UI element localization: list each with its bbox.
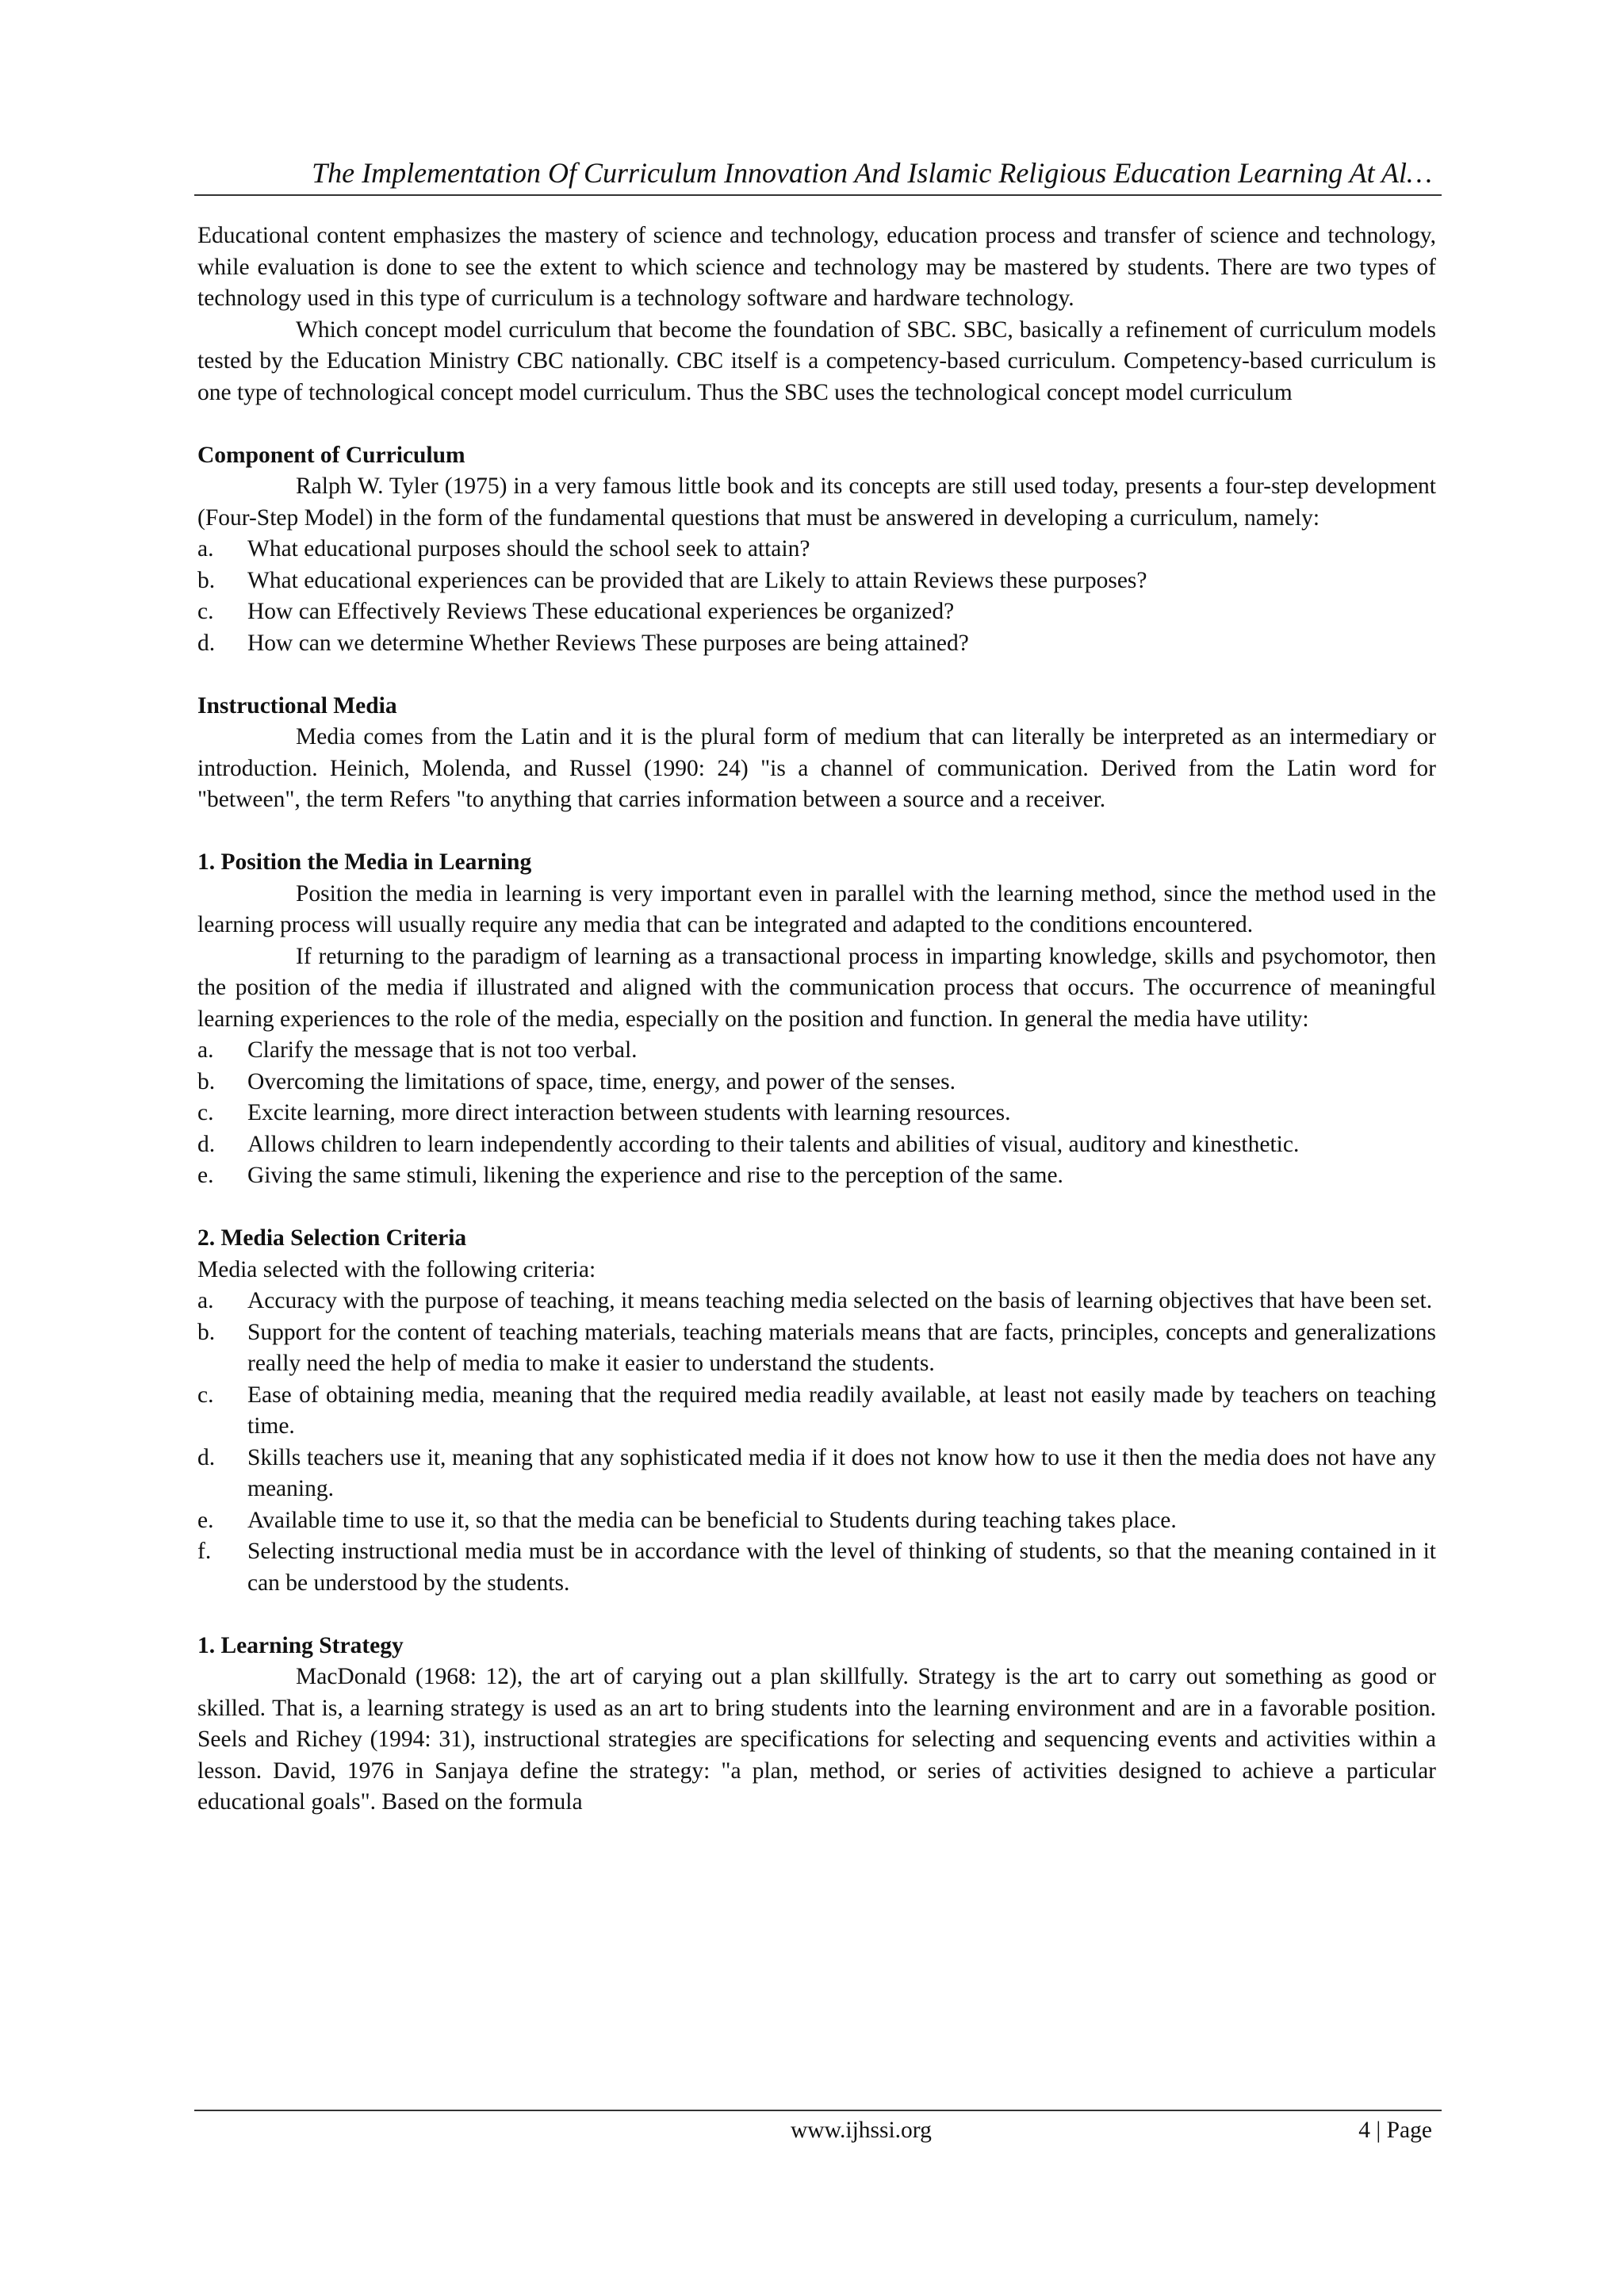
list-item (197, 1129, 1436, 1161)
list-item-text: Available time to use it, so that the media can be beneficial to Students during teaching takes place. (247, 1507, 1177, 1533)
list-marker: f. (197, 1539, 212, 1564)
position-list (197, 1035, 1436, 1192)
section-heading-media: Instructional Media (197, 692, 397, 719)
selection-list (197, 1286, 1436, 1599)
list-item-text: Giving the same stimuli, likening the experience and rise to the perception of the same. (247, 1163, 1063, 1188)
strategy-paragraph: MacDonald (1968: 12), the art of carying out a plan skillfully. Strategy is the art to carry out something as good or skilled. That is, a learning strategy is used as an art to bring students into the learning environment and are in a favorable position. Seels and Richey (1994: 31), instructional strategies are specifications for selecting and sequencing events and activities within a lesson. David, 1976 in Sanjaya define the strategy: "a plan, method, or series of activities designed to achieve a particular educational goals". Based on the formula (197, 1664, 1436, 1815)
list-item-text: Skills teachers use it, meaning that any sophisticated media if it does not know how to use it then the media does not have any meaning. (247, 1444, 1436, 1501)
component-paragraph: Ralph W. Tyler (1975) in a very famous little book and its concepts are still used today, presents a four-step development (Four-Step Model) in the form of the fundamental questions that must be answered in developing a curriculum, namely: (197, 473, 1436, 531)
list-item (197, 1443, 1436, 1505)
list-marker: b. (197, 1068, 216, 1094)
position-paragraph-1: Position the media in learning is very important even in parallel with the learning method, since the method used in the learning process will usually require any media that can be integrated and adapted to the conditions encountered. (197, 880, 1436, 937)
footer-rule (194, 2110, 1442, 2111)
list-marker: a. (197, 1288, 214, 1313)
section-heading-strategy: 1. Learning Strategy (197, 1632, 404, 1658)
list-item-text: Excite learning, more direct interaction between students with learning resources. (247, 1100, 1011, 1125)
list-item (197, 596, 1436, 628)
list-item-text: Support for the content of teaching materials, teaching materials means that are facts, principles, concepts and generalizations really need the help of media to make it easier to understand the students. (247, 1319, 1436, 1376)
list-item (197, 534, 1436, 565)
list-marker: c. (197, 599, 214, 624)
section-heading-component: Component of Curriculum (197, 442, 465, 468)
list-item (197, 1536, 1436, 1599)
page-number: 4 | Page (1358, 2118, 1432, 2143)
list-marker: c. (197, 1100, 214, 1125)
list-item-text: Accuracy with the purpose of teaching, it means teaching media selected on the basis of learning objectives that have been set. (247, 1288, 1433, 1313)
journal-url: www.ijhssi.org (791, 2118, 932, 2143)
list-item (197, 628, 1436, 660)
list-item-text: How can we determine Whether Reviews These purposes are being attained? (247, 630, 969, 656)
intro-paragraph-2: Which concept model curriculum that become the foundation of SBC. SBC, basically a refinement of curriculum models tested by the Education Ministry CBC nationally. CBC itself is a competency-based curriculum. Competency-based curriculum is one type of technological concept model curriculum. Thus the SBC uses the technological concept model curriculum (197, 316, 1436, 405)
list-item-text: What educational experiences can be provided that are Likely to attain Reviews these purposes? (247, 567, 1147, 593)
list-marker: b. (197, 567, 216, 593)
list-item (197, 565, 1436, 597)
header-rule (194, 194, 1442, 196)
list-item-text: How can Effectively Reviews These educational experiences be organized? (247, 599, 955, 624)
list-marker: e. (197, 1163, 214, 1188)
list-item (197, 1098, 1436, 1129)
list-item (197, 1286, 1436, 1317)
list-marker: a. (197, 1037, 214, 1063)
list-item-text: What educational purposes should the school seek to attain? (247, 536, 810, 562)
list-item-text: Overcoming the limitations of space, time, energy, and power of the senses. (247, 1068, 956, 1094)
list-item-text: Ease of obtaining media, meaning that the required media readily available, at least not easily made by teachers on teaching time. (247, 1382, 1436, 1439)
component-list (197, 534, 1436, 659)
list-marker: b. (197, 1319, 216, 1345)
list-item (197, 1380, 1436, 1443)
list-marker: a. (197, 536, 214, 562)
list-item (197, 1160, 1436, 1192)
list-marker: c. (197, 1382, 214, 1408)
running-header: The Implementation Of Curriculum Innovation And Islamic Religious Education Learning At Al… (312, 157, 1432, 189)
list-marker: e. (197, 1507, 214, 1533)
intro-paragraph-1: Educational content emphasizes the mastery of science and technology, education process and transfer of science and technology, while evaluation is done to see the extent to which science and technology may be mastered by students. There are two types of technology used in this type of curriculum is a technology software and hardware technology. (197, 223, 1436, 311)
media-paragraph: Media comes from the Latin and it is the plural form of medium that can literally be interpreted as an intermediary or introduction. Heinich, Molenda, and Russel (1990: 24) "is a channel of communication. Derived from the Latin word for "between", the term Refers "to anything that carries information between a source and a receiver. (197, 724, 1436, 812)
list-marker: d. (197, 1444, 216, 1470)
selection-paragraph: Media selected with the following criteria: (197, 1256, 596, 1282)
list-item (197, 1505, 1436, 1537)
list-item-text: Clarify the message that is not too verbal. (247, 1037, 638, 1063)
body-text (197, 220, 1436, 1819)
list-marker: d. (197, 1131, 216, 1157)
list-item-text: Allows children to learn independently according to their talents and abilities of visual, auditory and kinesthetic. (247, 1131, 1300, 1157)
position-paragraph-2: If returning to the paradigm of learning as a transactional process in imparting knowledge, skills and psychomotor, then the position of the media if illustrated and aligned with the communication process that occurs. The occurrence of meaningful learning experiences to the role of the media, especially on the position and function. In general the media have utility: (197, 943, 1436, 1032)
list-marker: d. (197, 630, 216, 656)
section-heading-position: 1. Position the Media in Learning (197, 849, 532, 875)
list-item (197, 1035, 1436, 1067)
list-item (197, 1317, 1436, 1380)
list-item (197, 1067, 1436, 1098)
section-heading-selection: 2. Media Selection Criteria (197, 1225, 467, 1251)
list-item-text: Selecting instructional media must be in accordance with the level of thinking of students, so that the meaning contained in it can be understood by the students. (247, 1539, 1436, 1596)
